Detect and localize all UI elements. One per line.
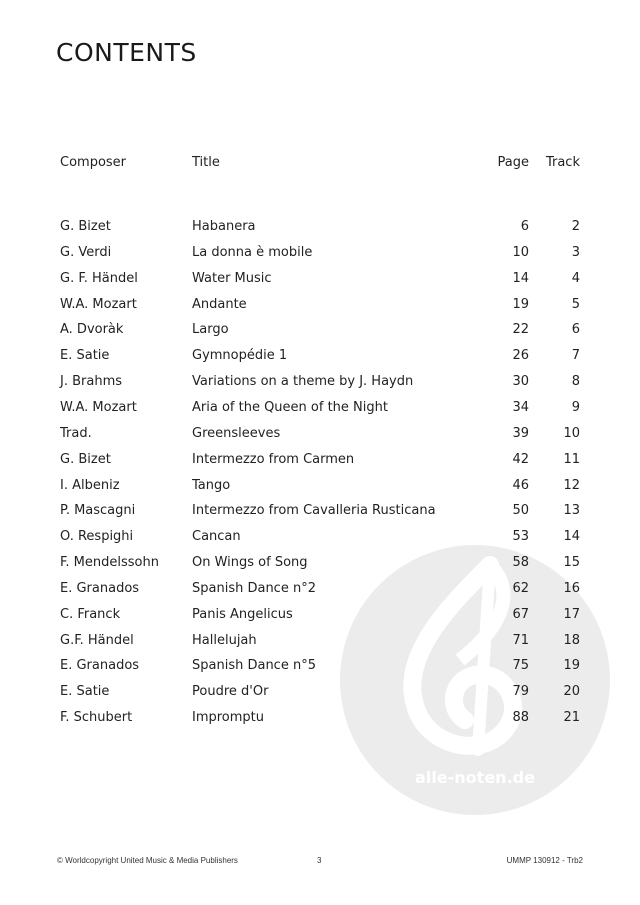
- entry-track: 19: [563, 658, 580, 674]
- entry-title: Habanera: [192, 219, 256, 234]
- entry-title: Hallelujah: [192, 632, 257, 648]
- entry-title: Water Music: [192, 270, 272, 286]
- entry-track: 21: [563, 710, 580, 726]
- entry-composer: E. Granados: [60, 580, 140, 596]
- entry-composer: G. F. Händel: [60, 270, 138, 286]
- entry-composer: G.F. Händel: [60, 632, 134, 648]
- table-row: [0, 476, 640, 496]
- entry-page: 62: [512, 580, 529, 596]
- entry-title: Spanish Dance n°5: [192, 658, 316, 674]
- table-row: [0, 605, 640, 625]
- entry-title: Andante: [192, 296, 247, 312]
- table-row: [0, 398, 640, 418]
- entry-page: 22: [512, 322, 529, 338]
- entry-title: Spanish Dance n°2: [192, 580, 316, 596]
- entry-composer: Trad.: [60, 425, 92, 441]
- entry-track: 12: [563, 477, 580, 493]
- table-row: [0, 295, 640, 315]
- page-title: CONTENTS: [56, 38, 197, 67]
- entry-page: 42: [512, 451, 529, 467]
- entry-title: Tango: [192, 477, 231, 493]
- entry-title: Intermezzo from Cavalleria Rusticana: [192, 503, 436, 519]
- entry-page: 26: [512, 348, 529, 364]
- entry-title: Largo: [192, 322, 229, 338]
- entry-track: 6: [571, 322, 580, 338]
- entry-composer: W.A. Mozart: [60, 296, 137, 312]
- entry-track: 5: [571, 296, 580, 312]
- entry-track: 7: [571, 348, 580, 364]
- entry-track: 11: [563, 451, 580, 467]
- table-row: [0, 217, 640, 237]
- column-header-page: Page: [497, 155, 529, 170]
- entry-page: 46: [512, 477, 529, 493]
- entry-title: Gymnopédie 1: [192, 348, 288, 364]
- entry-track: 18: [563, 632, 580, 648]
- table-header: [0, 153, 640, 173]
- column-header-track: Track: [545, 155, 580, 170]
- column-header-composer: Composer: [60, 155, 127, 170]
- entry-title: Greensleeves: [192, 425, 281, 441]
- entry-page: 75: [512, 658, 529, 674]
- entry-track: 10: [563, 425, 580, 441]
- entry-composer: G. Bizet: [60, 219, 111, 234]
- entry-title: Panis Angelicus: [192, 606, 293, 622]
- entry-track: 15: [563, 555, 580, 571]
- entry-track: 17: [563, 606, 580, 622]
- entry-composer: G. Verdi: [60, 244, 112, 260]
- page-number: 3: [317, 856, 322, 865]
- entry-track: 13: [563, 503, 580, 519]
- table-row: [0, 424, 640, 444]
- entry-composer: J. Brahms: [60, 374, 123, 390]
- table-row: [0, 527, 640, 547]
- entry-composer: G. Bizet: [60, 451, 111, 467]
- table-row: [0, 450, 640, 470]
- copyright-notice: © Worldcopyright United Music & Media Publishers: [57, 856, 238, 865]
- entry-track: 14: [563, 529, 580, 545]
- entry-track: 2: [571, 219, 580, 234]
- entry-composer: O. Respighi: [60, 529, 134, 545]
- entry-page: 50: [512, 503, 529, 519]
- entry-title: Aria of the Queen of the Night: [192, 399, 388, 415]
- entry-page: 39: [512, 425, 529, 441]
- table-row: [0, 269, 640, 289]
- entry-track: 16: [563, 580, 580, 596]
- entry-composer: F. Mendelssohn: [60, 555, 159, 571]
- entry-track: 9: [571, 399, 580, 415]
- entry-page: 6: [520, 219, 529, 234]
- entry-composer: P. Mascagni: [60, 503, 136, 519]
- table-row: [0, 346, 640, 366]
- entry-page: 79: [512, 684, 529, 700]
- entry-page: 53: [512, 529, 529, 545]
- entry-composer: W.A. Mozart: [60, 399, 137, 415]
- entry-composer: I. Albeniz: [60, 477, 120, 493]
- entry-title: Impromptu: [192, 710, 265, 726]
- table-row: [0, 243, 640, 263]
- table-row: [0, 631, 640, 651]
- entry-title: Poudre d'Or: [192, 684, 269, 700]
- table-row: [0, 579, 640, 599]
- entry-title: Cancan: [192, 529, 241, 545]
- svg-text:alle-noten.de: alle-noten.de: [415, 768, 535, 787]
- table-row: [0, 320, 640, 340]
- entry-track: 3: [571, 244, 580, 260]
- entry-track: 4: [571, 270, 580, 286]
- entry-page: 19: [512, 296, 529, 312]
- table-row: [0, 553, 640, 573]
- entry-page: 88: [512, 710, 529, 726]
- entry-title: La donna è mobile: [192, 244, 313, 260]
- entry-page: 71: [512, 632, 529, 648]
- column-header-title: Title: [192, 155, 220, 170]
- entry-composer: F. Schubert: [60, 710, 133, 726]
- entry-page: 30: [512, 374, 529, 390]
- entry-composer: E. Satie: [60, 348, 110, 364]
- entry-title: Intermezzo from Carmen: [192, 451, 355, 467]
- entry-track: 8: [571, 374, 580, 390]
- entry-page: 14: [512, 270, 529, 286]
- entry-page: 10: [512, 244, 529, 260]
- entry-page: 58: [512, 555, 529, 571]
- entry-title: Variations on a theme by J. Haydn: [192, 374, 414, 390]
- table-row: [0, 682, 640, 702]
- entry-page: 34: [512, 399, 529, 415]
- table-row: [0, 372, 640, 392]
- entry-composer: E. Granados: [60, 658, 140, 674]
- catalog-number: UMMP 130912 - Trb2: [506, 856, 583, 865]
- entry-composer: A. Dvoràk: [60, 322, 124, 338]
- entry-title: On Wings of Song: [192, 555, 308, 571]
- entry-composer: C. Franck: [60, 606, 121, 622]
- entry-page: 67: [512, 606, 529, 622]
- table-row: [0, 501, 640, 521]
- table-row: [0, 708, 640, 728]
- table-row: [0, 656, 640, 676]
- entry-composer: E. Satie: [60, 684, 110, 700]
- entry-track: 20: [563, 684, 580, 700]
